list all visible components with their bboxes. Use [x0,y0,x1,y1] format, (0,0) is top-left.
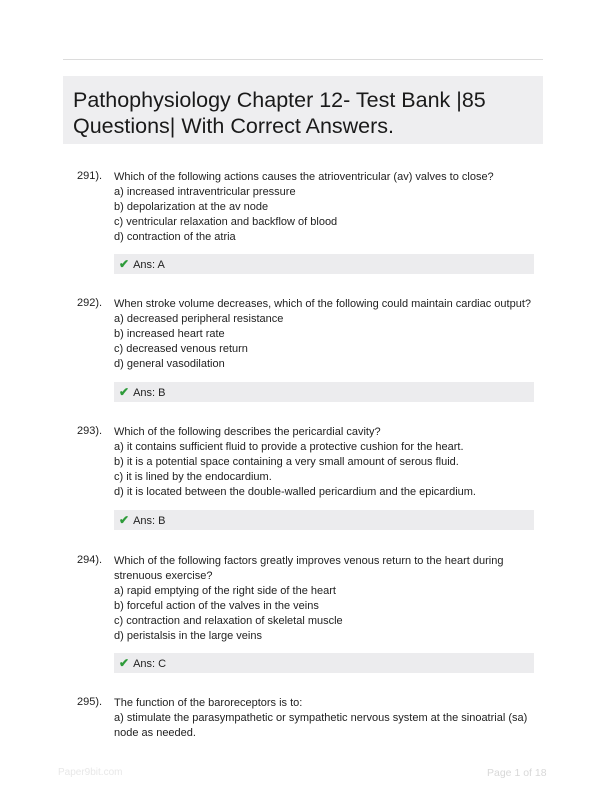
answer-box [114,382,534,402]
answer-box [114,510,534,530]
option-d: d) contraction of the atria [114,231,236,243]
option-c: c) ventricular relaxation and backflow of blood [114,216,338,228]
question-text: Which of the following factors greatly improves venous return to the heart during strenuous exercise? [114,555,504,582]
checkmark-icon: ✔ [119,257,130,271]
question-body [114,554,534,644]
question-number: 293). [77,425,103,437]
option-b: b) increased heart rate [114,328,225,340]
option-a: a) it contains sufficient fluid to provide a protective cushion for the heart. [114,441,464,453]
footer-watermark: Paper9bit.com [58,767,123,778]
option-d: d) peristalsis in the large veins [114,630,262,642]
title-banner [63,76,543,144]
checkmark-icon: ✔ [119,385,130,399]
checkmark-icon: ✔ [119,513,130,527]
option-a: a) increased intraventricular pressure [114,186,296,198]
page-indicator: Page 1 of 18 [487,767,547,779]
question-body [114,425,534,500]
answer-text: Ans: B [133,387,166,399]
answer-box [114,254,534,274]
answer-text: Ans: C [133,658,167,670]
question-number: 294). [77,554,103,566]
option-a: a) stimulate the parasympathetic or sympathetic nervous system at the sinoatrial (sa) node as needed. [114,712,528,739]
question-text: When stroke volume decreases, which of the following could maintain cardiac output? [114,298,532,310]
question-text: The function of the baroreceptors is to: [114,697,303,709]
option-b: b) forceful action of the valves in the veins [114,600,319,612]
option-a: a) decreased peripheral resistance [114,313,284,325]
option-b: b) depolarization at the av node [114,201,269,213]
question-number: 292). [77,297,103,309]
question-text: Which of the following actions causes the atrioventricular (av) valves to close? [114,171,494,183]
question-body [114,696,534,741]
question-number: 295). [77,696,103,708]
top-divider [63,59,543,60]
option-b: b) it is a potential space containing a very small amount of serous fluid. [114,456,459,468]
answer-text: Ans: B [133,515,166,527]
question-number: 291). [77,170,103,182]
answer-text: Ans: A [133,259,165,271]
option-d: d) it is located between the double-walled pericardium and the epicardium. [114,486,476,498]
document-title: Pathophysiology Chapter 12- Test Bank |85 Questions| With Correct Answers. [73,88,486,138]
question-body [114,297,534,372]
question-text: Which of the following describes the pericardial cavity? [114,426,381,438]
option-c: c) it is lined by the endocardium. [114,471,272,483]
answer-box [114,653,534,673]
checkmark-icon: ✔ [119,656,130,670]
option-d: d) general vasodilation [114,358,225,370]
option-a: a) rapid emptying of the right side of the heart [114,585,336,597]
option-c: c) decreased venous return [114,343,248,355]
question-body [114,170,534,245]
option-c: c) contraction and relaxation of skeletal muscle [114,615,343,627]
